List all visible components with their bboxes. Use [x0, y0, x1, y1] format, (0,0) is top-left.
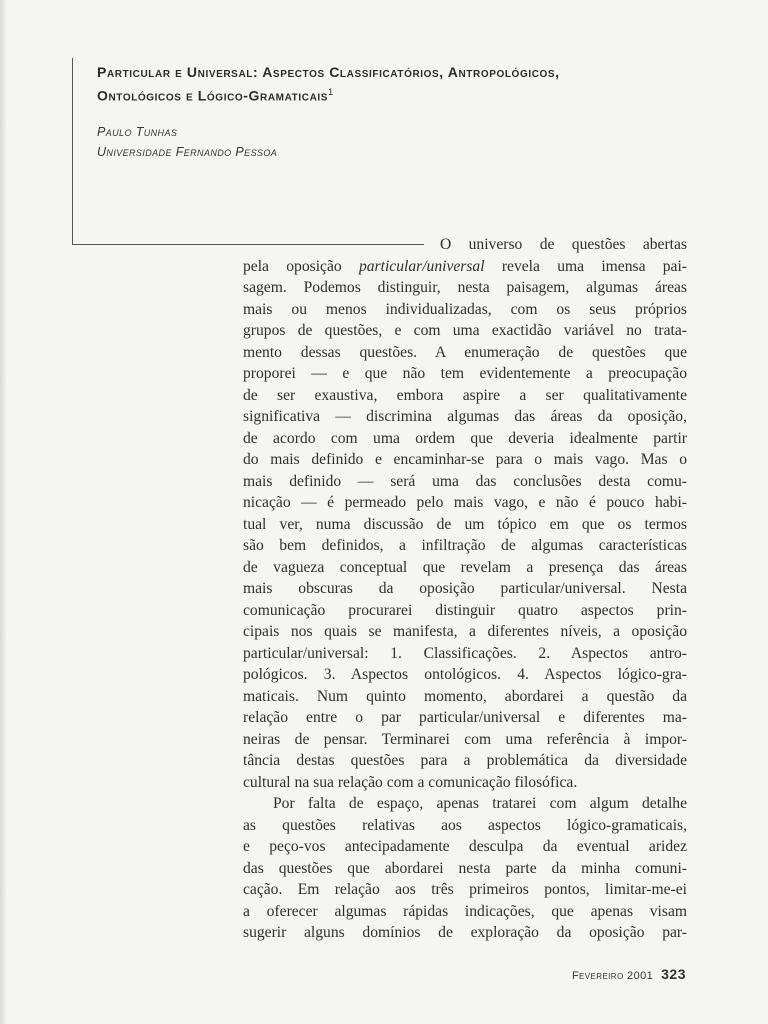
text-line: a oferecer algumas rápidas indicações, que apenas visam: [243, 902, 687, 920]
text-line: mais definido — será uma das conclusões desta comu-: [243, 472, 687, 490]
italic-term: particular/universal: [358, 257, 485, 275]
text-line: O universo de questões abertas: [440, 236, 687, 253]
text-line: de acordo com uma ordem que deveria idealmente partir: [243, 429, 687, 447]
text-line: de ser exaustiva, embora aspire a ser qualitativamente: [243, 386, 687, 404]
text-run: revela uma imensa pai-: [484, 257, 687, 275]
text-line: cipais nos quais se manifesta, a diferentes níveis, a oposição: [243, 623, 687, 640]
text-line: das questões que abordarei nesta parte da minha comuni-: [243, 859, 687, 877]
footer-month: Fevereiro 2001: [571, 970, 654, 982]
text-line: são bem definidos, a infiltração de algumas características: [243, 537, 687, 554]
author-name: Paulo Tunhas: [97, 125, 178, 139]
text-line: as questões relativas aos aspectos lógico-gramaticais,: [243, 816, 687, 834]
author-block: [97, 122, 497, 162]
text-line: mais ou menos individualizadas, com os seus próprios: [243, 300, 687, 318]
title-line-2: [97, 82, 697, 106]
text-line: neiras de pensar. Terminarei com uma referência à impor-: [243, 730, 687, 748]
text-run: pela oposição: [243, 257, 359, 275]
text-line: cação. Em relação aos três primeiros pontos, limitar-me-ei: [243, 881, 687, 898]
text-line: relação entre o par particular/universal e diferentes ma-: [243, 709, 687, 726]
text-line: de vagueza conceptual que revelam a presença das áreas: [243, 558, 687, 576]
author-affiliation: Universidade Fernando Pessoa: [97, 145, 278, 159]
text-line: do mais definido e encaminhar-se para o mais vago. Mas o: [243, 451, 687, 468]
text-line: sugerir alguns domínios de exploração da oposição par-: [243, 924, 687, 941]
text-line: [243, 256, 687, 278]
text-line: e peço-vos antecipadamente desculpa da eventual aridez: [243, 838, 687, 855]
text-line: tância destas questões para a problemática da diversidade: [243, 752, 687, 769]
body-text: [243, 234, 687, 944]
text-line: proporei — e que não tem evidentemente a preocupação: [243, 365, 687, 382]
text-line: sagem. Podemos distinguir, nesta paisagem, algumas áreas: [243, 279, 687, 296]
title-line-2-text: Ontológicos e Lógico-Gramaticais: [97, 87, 329, 104]
text-line: significativa — discrimina algumas das áreas da oposição,: [243, 408, 687, 425]
text-line: comunicação procurarei distinguir quatro aspectos prin-: [243, 601, 687, 619]
footnote-mark: 1: [328, 87, 334, 97]
page-edge-shadow: [0, 0, 6, 1024]
text-line: Por falta de espaço, apenas tratarei com algum detalhe: [273, 795, 687, 812]
text-line: particular/universal: 1. Classificações. 2. Aspectos antro-: [243, 644, 687, 662]
page-number: 323: [661, 966, 686, 982]
text-line: mais obscuras da oposição particular/universal. Nesta: [243, 580, 687, 597]
page-footer: [560, 966, 686, 984]
text-line: maticais. Num quinto momento, abordarei a questão da: [243, 687, 687, 705]
text-line: mento dessas questões. A enumeração de questões que: [243, 343, 687, 361]
text-line: pológicos. 3. Aspectos ontológicos. 4. Aspectos lógico-gra-: [243, 666, 687, 683]
text-line: nicação — é permeado pelo mais vago, e não é pouco habi-: [243, 494, 687, 511]
text-line: cultural na sua relação com a comunicação filosófica.: [243, 773, 578, 791]
text-line: grupos de questões, e com uma exactidão variável no trata-: [243, 322, 687, 339]
title-line-1: Particular e Universal: Aspectos Classificatórios, Antropológicos,: [97, 64, 560, 80]
article-title: [97, 62, 697, 106]
text-line: tual ver, numa discussão de um tópico em que os termos: [243, 515, 687, 533]
frame-vertical-rule: [72, 58, 73, 245]
